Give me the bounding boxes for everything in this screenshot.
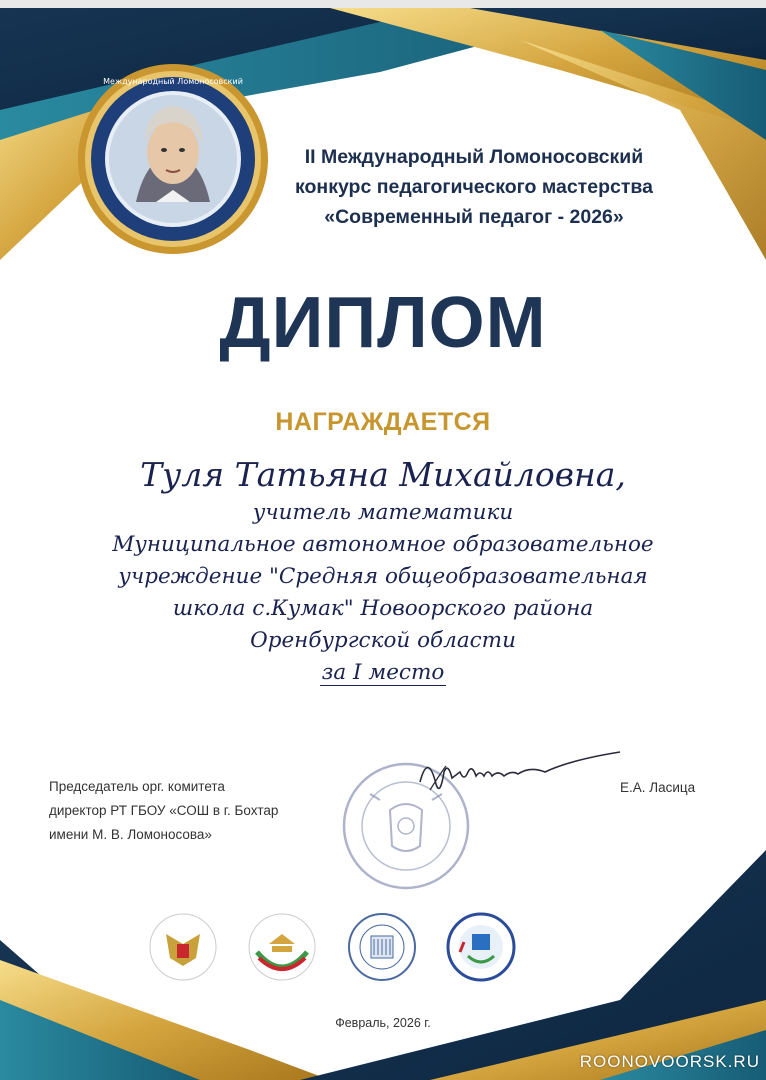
- svg-text:Международный Ломоносовский: Международный Ломоносовский: [103, 77, 243, 86]
- recipient-position: учитель математики: [252, 500, 514, 525]
- russian-emblem-logo: [148, 912, 218, 982]
- chairman-line3: имени М. В. Ломоносова»: [49, 827, 212, 842]
- award-place: за I место: [321, 660, 445, 685]
- university-logo: [347, 912, 417, 982]
- recipient-org-line3: школа с.Кумак" Новоорского района: [172, 596, 594, 621]
- school-logo: [446, 912, 516, 982]
- signer-name: Е.А. Ласица: [620, 780, 696, 795]
- contest-medal-logo: [76, 62, 270, 256]
- chairman-block: [49, 775, 278, 847]
- recipient-org-line4: Оренбургской области: [250, 628, 516, 653]
- recipient-block: [100, 453, 666, 689]
- contest-title: [270, 142, 678, 232]
- partner-logos: [140, 912, 540, 988]
- recipient-org-line1: Муниципальное автономное образовательное: [112, 532, 654, 557]
- diploma-title: ДИПЛОМ: [219, 283, 547, 363]
- issue-date: Февраль, 2026 г.: [335, 1016, 431, 1030]
- chairman-line1: Председатель орг. комитета: [49, 779, 225, 794]
- recipient-org-line2: учреждение "Средняя общеобразовательная: [118, 564, 648, 589]
- contest-title-line1: II Международный Ломоносовский: [304, 146, 644, 168]
- watermark: ROONOVOORSK.RU: [579, 1052, 760, 1071]
- recipient-name: Туля Татьяна Михайловна,: [140, 455, 626, 494]
- tajikistan-emblem-logo: [247, 912, 317, 982]
- signature: [400, 742, 630, 812]
- awarded-label: НАГРАЖДАЕТСЯ: [275, 408, 491, 436]
- contest-title-line3: «Современный педагог - 2026»: [324, 206, 624, 228]
- contest-title-line2: конкурс педагогического мастерства: [295, 176, 653, 198]
- chairman-line2: директор РТ ГБОУ «СОШ в г. Бохтар: [49, 803, 279, 818]
